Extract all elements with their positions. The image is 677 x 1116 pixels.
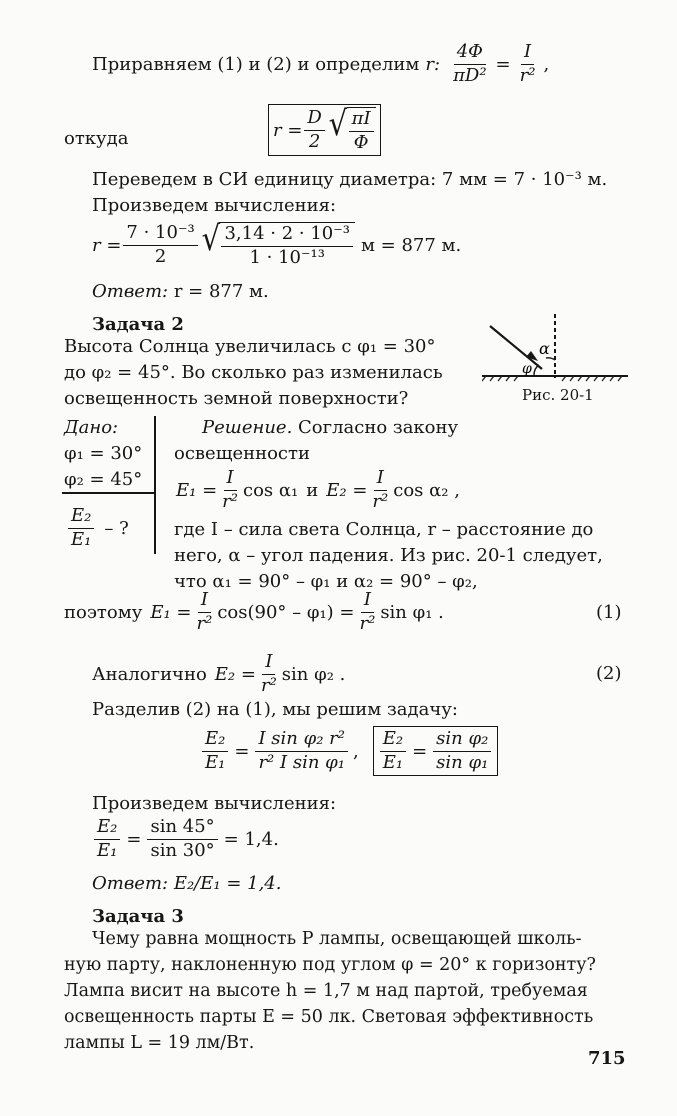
calc-r-formula: r = $\frac{\text{7 · 10⁻³}}{2}$ √ $\frac{\text{3,14 · 2 · 10⁻³}}{\text{1 · 10⁻¹³}}$ м = 877 м. (92, 219, 462, 268)
equation-2-tag: (2) (596, 663, 622, 684)
where-paragraph: где I – сила света Солнца, r – расстояние до него, α – угол падения. Из рис. 20-1 следует, что α₁ = 90° – φ₁ и α₂ = 90° – φ₂, (174, 519, 603, 592)
si-paragraph: Переведем в СИ единицу диаметра: 7 мм = 7 · 10⁻³ м. Произведем вычисления: (92, 169, 608, 216)
task-3-text: Чему равна мощность P лампы, освещающей школь- ную парту, наклоненную под углом φ = 20° к горизонту? Лампа висит на высоте h = 1,7 м над партой, требуемая освещенность парты E = 50 лк. Световая эффективность лампы L = 19 лм/Вт. (64, 929, 596, 1053)
boxed-r-formula: r = $\frac{D}{2}$ √ $\frac{\pi I}{\Phi}$ (268, 104, 381, 156)
divide-line: Разделив (2) на (1), мы решим задачу: (92, 699, 458, 720)
calc2-formula: $\frac{\text{E₂}}{\text{E₁}}$ = $\frac{\sin 45^\circ}{\sin 30^\circ}$ = 1,4. (92, 817, 279, 861)
task-3-title: Задача 3 (92, 906, 184, 927)
figure-20-1 (482, 312, 632, 382)
equate-line: Приравняем (1) и (2) и определим r: $\frac{4\Phi}{\text{πD²}}$ = $\frac{I}{\text{r²}}$ , (92, 41, 550, 86)
dano-find: $\frac{\text{E₂}}{\text{E₁}}$ – ? (66, 506, 129, 550)
dano-divider-vertical (154, 416, 156, 554)
equate-text: Приравняем (1) и (2) и определим (92, 53, 420, 75)
figure-phi-label: φ (522, 361, 532, 377)
equation-1-tag: (1) (596, 602, 622, 623)
fraction-flux: $\frac{4\Phi}{\text{πD²}}$ (453, 41, 487, 86)
equation-1: поэтому E₁ = $\frac{I}{\text{r²}}$ cos(90° – φ₁) = $\frac{I}{\text{r²}}$ sin φ₁ . (64, 589, 444, 634)
answer-2: Ответ: E₂/E₁ = 1,4. (92, 873, 282, 894)
task-2-text: Высота Солнца увеличилась с φ₁ = 30° до φ₂ = 45°. Во сколько раз изменилась освещенность земной поверхности? (64, 336, 443, 409)
equate-var: r: (425, 53, 441, 75)
sqrt-sign: √ $\frac{\pi I}{\Phi}$ (327, 107, 376, 153)
ratio-formula: $\frac{\text{E₂}}{\text{E₁}}$ = $\frac{\text{I sin φ₂ r²}}{\text{r² I sin φ₁}}$ , $\frac{\text{E₂}}{\text{E₁}}$ = $\frac{\text{sin φ₂}}{\text{sin φ₁}}$ (200, 726, 498, 776)
otkuda-word: откуда (64, 128, 129, 149)
task-2-title: Задача 2 (92, 314, 184, 335)
dano-block: Дано: φ₁ = 30° φ₂ = 45° (64, 417, 143, 490)
solution-intro: Решение. Согласно закону освещенности (174, 417, 459, 464)
answer-1: Ответ: r = 877 м. (92, 281, 269, 302)
ratio-boxed-result: $\frac{\text{E₂}}{\text{E₁}}$ = $\frac{\text{sin φ₂}}{\text{sin φ₁}}$ (373, 726, 499, 776)
dano-divider-horizontal (62, 492, 154, 494)
equation-2: Аналогично E₂ = $\frac{I}{\text{r²}}$ sin φ₂ . (92, 651, 346, 696)
illuminance-formulas: E₁ = $\frac{I}{\text{r²}}$ cos α₁ и E₂ = $\frac{I}{\text{r²}}$ cos α₂ , (176, 467, 460, 512)
page-number: 715 (588, 1048, 626, 1069)
dano-title: Дано: (64, 417, 119, 438)
figure-caption: Рис. 20-1 (522, 386, 594, 404)
fraction-intensity: $\frac{I}{\text{r²}}$ (519, 41, 536, 86)
calc2-label: Произведем вычисления: (92, 793, 337, 814)
sqrt-sign: √ $\frac{\text{3,14 · 2 · 10⁻³}}{\text{1 · 10⁻¹³}}$ (200, 222, 355, 268)
figure-alpha-label: α (539, 339, 550, 358)
